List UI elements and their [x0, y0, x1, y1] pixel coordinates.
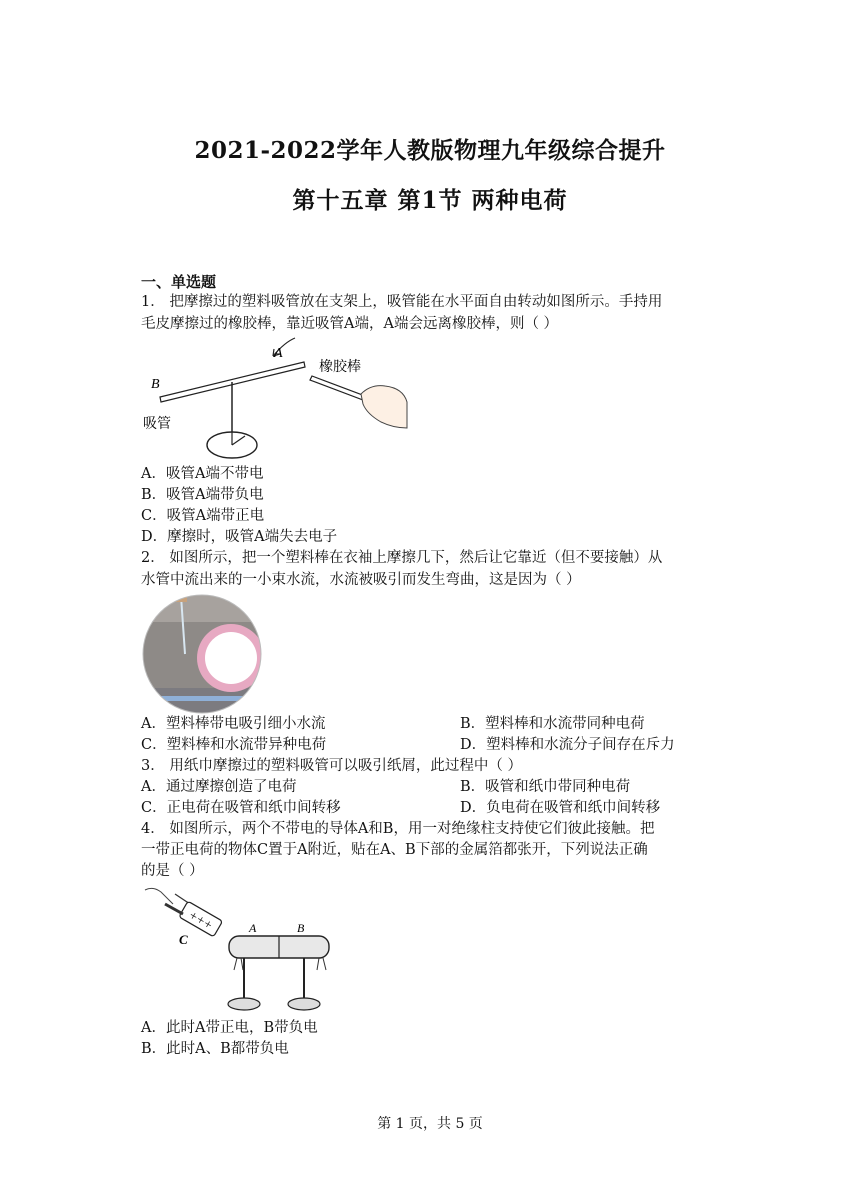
- q4-stem-line-1: 4． 如图所示，两个不带电的导体A和B，用一对绝缘柱支持使它们彼此接触。把: [141, 821, 655, 837]
- q1-stem-line-2: 毛皮摩擦过的橡胶棒，靠近吸管A端，A端会远离橡胶棒，则（ ）: [141, 316, 559, 332]
- q2-option-a: A．塑料棒带电吸引细小水流: [141, 716, 326, 732]
- svg-text:+++: +++: [186, 909, 215, 932]
- q3-stem-line-1: 3． 用纸巾摩擦过的塑料吸管可以吸引纸屑，此过程中（ ）: [141, 758, 522, 774]
- q1-option-b: B．吸管A端带负电: [141, 487, 264, 503]
- q4-stem-line-2: 一带正电荷的物体C置于A附近，贴在A、B下部的金属箔都张开，下列说法正确: [141, 842, 648, 858]
- page-title: 2021-2022学年人教版物理九年级综合提升: [194, 137, 666, 164]
- q4-conductor-figure: [141, 886, 331, 1016]
- q1-stem-line-1: 1． 把摩擦过的塑料吸管放在支架上，吸管能在水平面自由转动如图所示。手持用: [141, 294, 663, 310]
- q2-water-stream-photo: [141, 594, 264, 714]
- q4-label-c: C: [179, 932, 188, 947]
- q3-option-d: D．负电荷在吸管和纸巾间转移: [460, 800, 661, 816]
- q3-option-a: A．通过摩擦创造了电荷: [141, 779, 297, 795]
- q2-option-b: B．塑料棒和水流带同种电荷: [460, 716, 645, 732]
- q1-straw-figure: [141, 336, 411, 462]
- page-subtitle: 第十五章 第1节 两种电荷: [292, 187, 568, 214]
- q2-stem-line-2: 水管中流出来的一小束水流，水流被吸引而发生弯曲，这是因为（ ）: [141, 572, 581, 588]
- q1-label-rod: 橡胶棒: [319, 359, 361, 375]
- q2-stem-line-1: 2． 如图所示，把一个塑料棒在衣袖上摩擦几下，然后让它靠近（但不要接触）从: [141, 550, 663, 566]
- q3-option-b: B．吸管和纸巾带同种电荷: [460, 779, 631, 795]
- section-heading: 一、单选题: [141, 273, 217, 291]
- q4-label-a: A: [249, 921, 257, 935]
- q4-label-b: B: [297, 921, 305, 935]
- q1-option-a: A．吸管A端不带电: [141, 466, 264, 482]
- q4-stem-line-3: 的是（ ）: [141, 863, 204, 879]
- q1-option-c: C．吸管A端带正电: [141, 508, 265, 524]
- q1-label-straw: 吸管: [143, 416, 171, 432]
- q4-option-b: B．此时A、B都带负电: [141, 1041, 289, 1057]
- page-footer: 第 1 页，共 5 页: [377, 1116, 483, 1132]
- q1-label-a: A: [274, 346, 283, 361]
- q2-option-d: D．塑料棒和水流分子间存在斥力: [460, 737, 675, 753]
- q1-option-d: D．摩擦时，吸管A端失去电子: [141, 529, 338, 545]
- q1-label-b: B: [151, 377, 160, 392]
- q4-option-a: A．此时A带正电，B带负电: [141, 1020, 318, 1036]
- q3-option-c: C．正电荷在吸管和纸巾间转移: [141, 800, 341, 816]
- q2-option-c: C．塑料棒和水流带异种电荷: [141, 737, 327, 753]
